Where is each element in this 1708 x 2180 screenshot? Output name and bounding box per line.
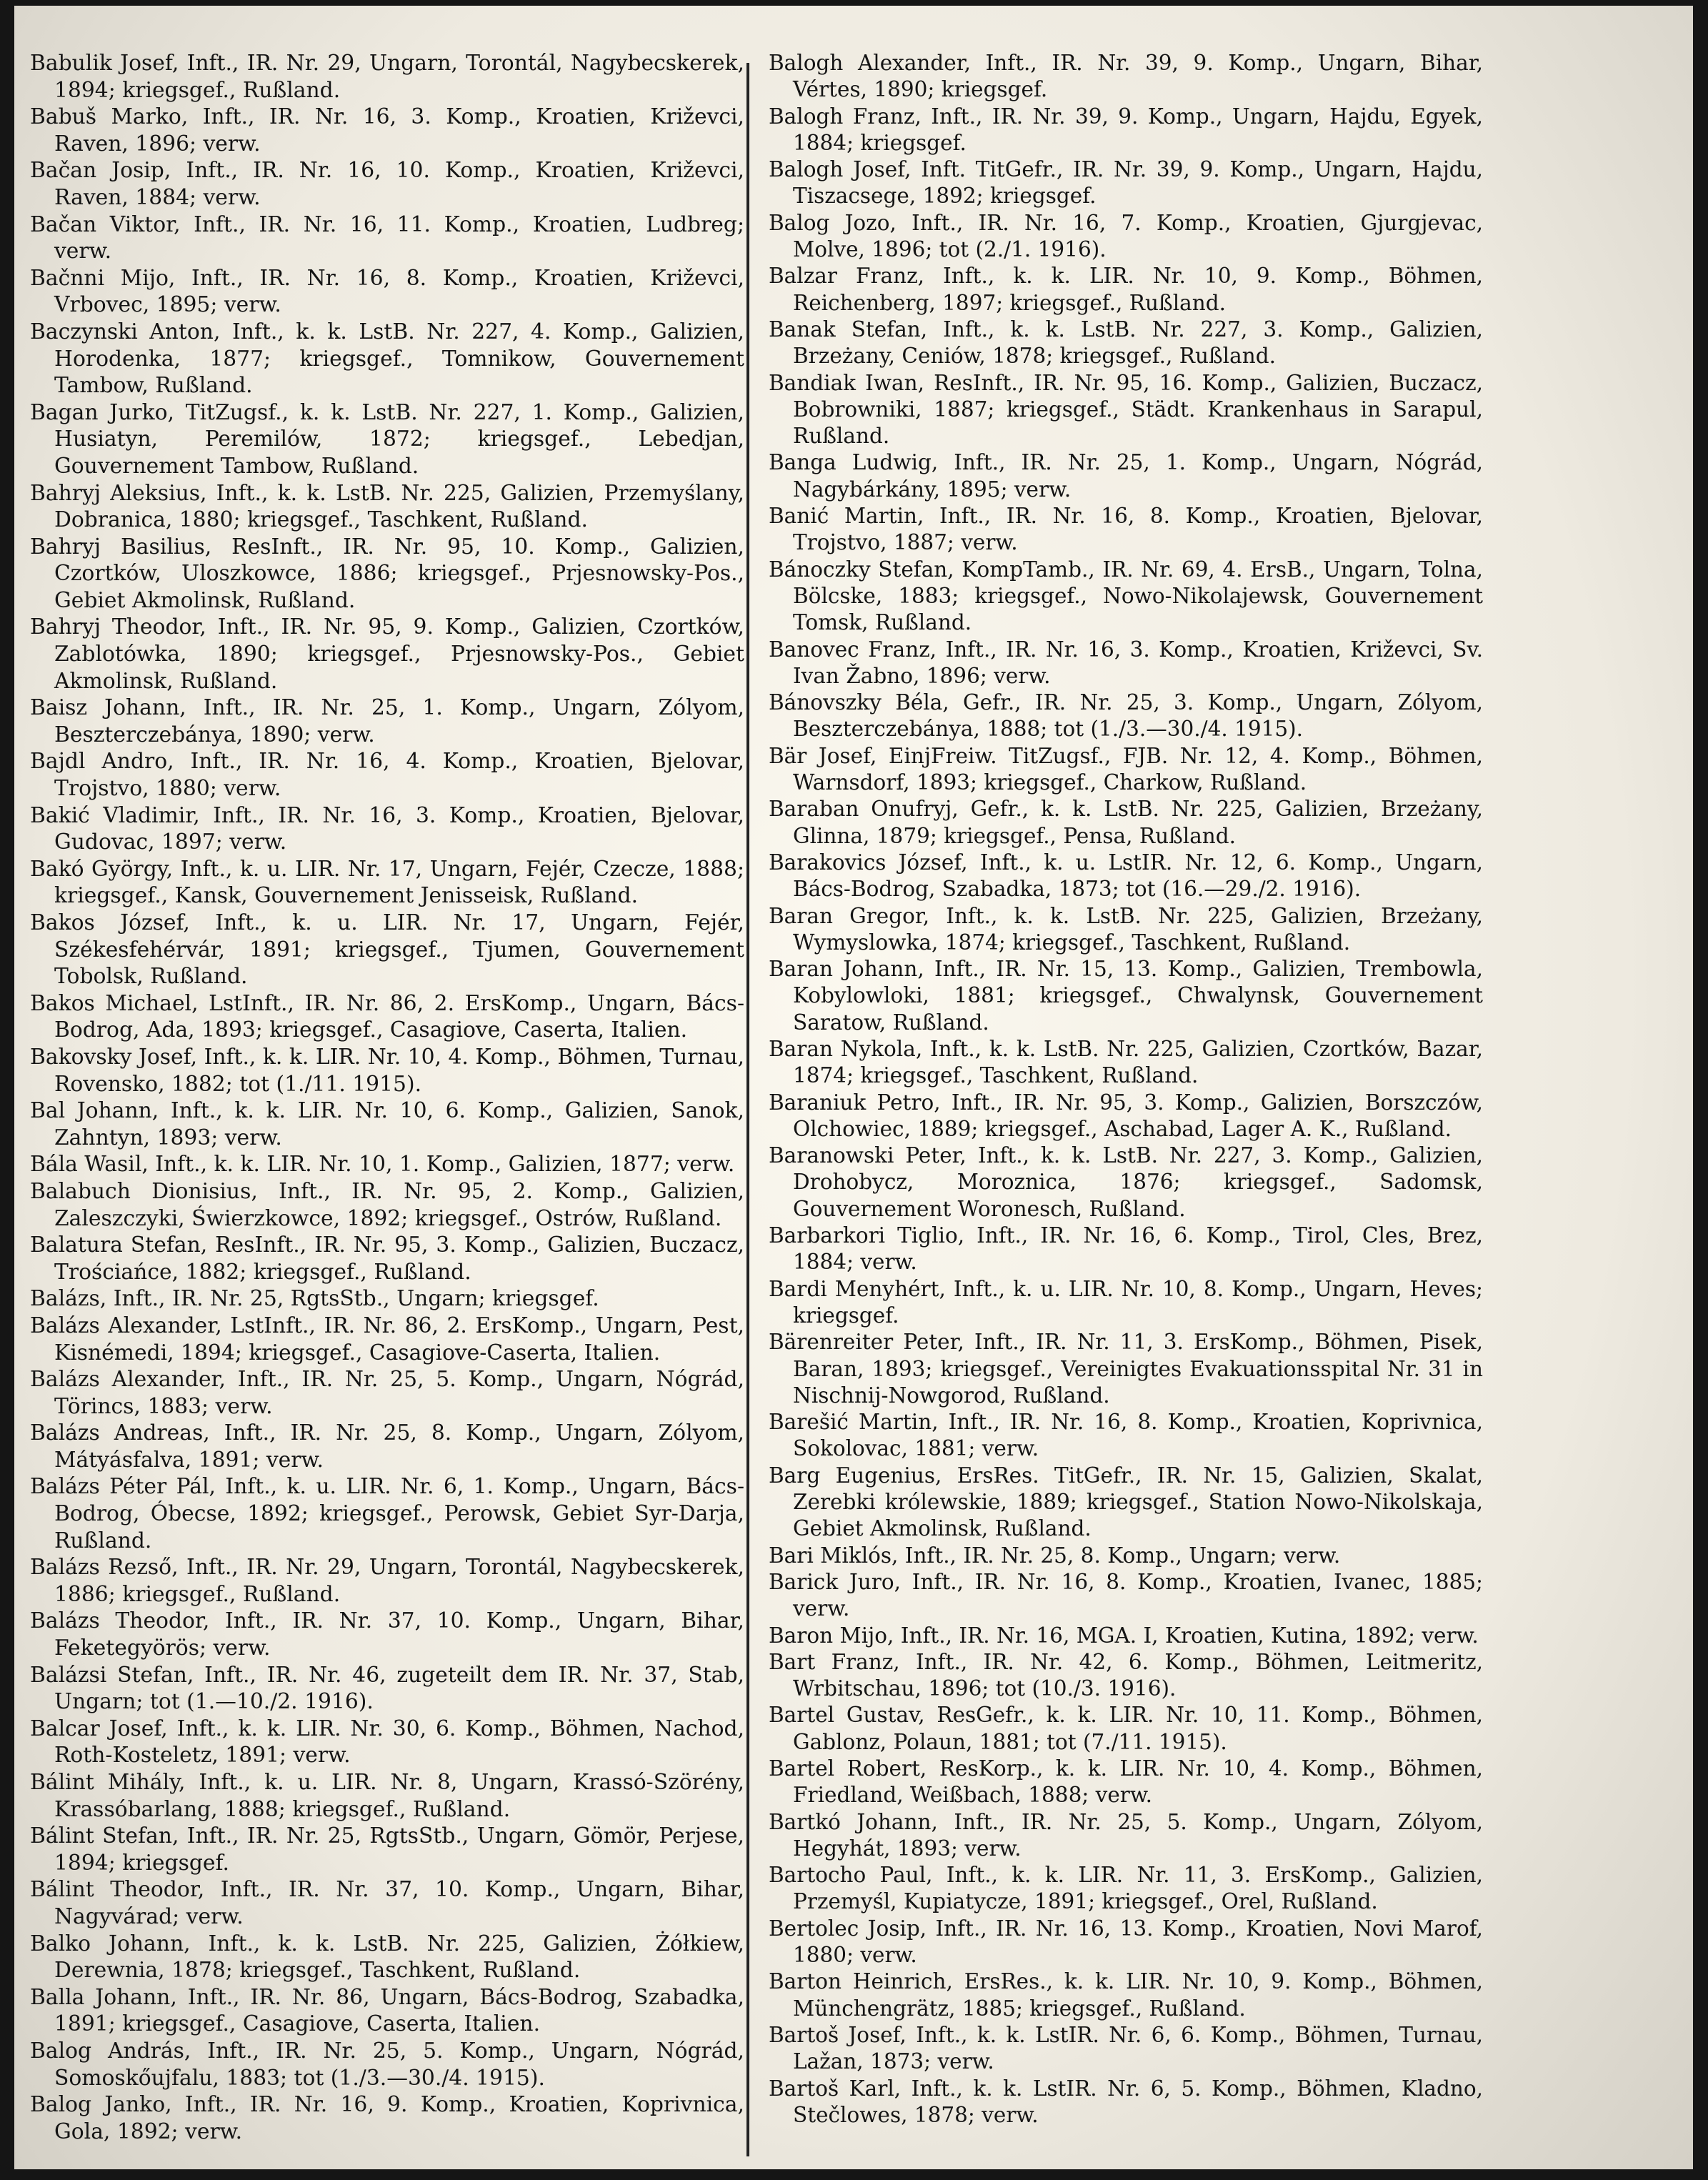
roster-entry: Bartocho Paul, Inft., k. k. LIR. Nr. 11, 3. ErsKomp., Galizien, Przemyśl, Kupiatycze, 1891; kriegsgef., Orel, Rußland. [769,1863,1483,1914]
roster-entry: Bart Franz, Inft., IR. Nr. 42, 6. Komp., Böhmen, Leitmeritz, Wrbitschau, 1896; tot (10./3. 1916). [769,1649,1483,1701]
roster-entry: Bartoš Karl, Inft., k. k. LstIR. Nr. 6, 5. Komp., Böhmen, Kladno, Stečlowes, 1878; verw. [769,2076,1483,2127]
roster-entry: Bari Miklós, Inft., IR. Nr. 25, 8. Komp., Ungarn; verw. [769,1543,1341,1568]
roster-entry: Barton Heinrich, ErsRes., k. k. LIR. Nr. 10, 9. Komp., Böhmen, Münchengrätz, 1885; kriegsgef., Rußland. [769,1969,1483,2021]
roster-entry: Balázs Rezső, Inft., IR. Nr. 29, Ungarn, Torontál, Nagybecskerek, 1886; kriegsgef., Rußland. [30,1555,744,1607]
roster-entry: Balogh Josef, Inft. TitGefr., IR. Nr. 39, 9. Komp., Ungarn, Hajdu, Tiszacsege, 1892; kriegsgef. [769,157,1483,209]
roster-entry: Bakó György, Inft., k. u. LIR. Nr. 17, Ungarn, Fejér, Czecze, 1888; kriegsgef., Kansk, Gouvernement Jenisseisk, Rußland. [30,856,744,909]
roster-entry: Bajdl Andro, Inft., IR. Nr. 16, 4. Komp., Kroatien, Bjelovar, Trojstvo, 1880; verw. [30,749,744,802]
roster-entry: Bála Wasil, Inft., k. k. LIR. Nr. 10, 1. Komp., Galizien, 1877; verw. [30,1152,735,1178]
roster-entry: Balázs Andreas, Inft., IR. Nr. 25, 8. Komp., Ungarn, Zólyom, Mátyásfalva, 1891; verw. [30,1420,744,1473]
roster-entry: Baraniuk Petro, Inft., IR. Nr. 95, 3. Komp., Galizien, Borszczów, Olchowiec, 1889; kriegsgef., Aschabad, Lager A. K., Rußland. [769,1090,1483,1141]
roster-entry: Barakovics József, Inft., k. u. LstIR. Nr. 12, 6. Komp., Ungarn, Bács-Bodrog, Szabadka, 1873; tot (16.—29./2. 1916). [769,850,1483,902]
roster-entry: Balog Jozo, Inft., IR. Nr. 16, 7. Komp., Kroatien, Gjurgjevac, Molve, 1896; tot (2./1. 1916). [769,210,1483,262]
roster-entry: Bálint Theodor, Inft., IR. Nr. 37, 10. Komp., Ungarn, Bihar, Nagyvárad; verw. [30,1877,744,1929]
roster-entry: Balla Johann, Inft., IR. Nr. 86, Ungarn, Bács-Bodrog, Szabadka, 1891; kriegsgef., Casagiove, Caserta, Italien. [30,1984,744,2037]
roster-entry: Bal Johann, Inft., k. k. LIR. Nr. 10, 6. Komp., Galizien, Sanok, Zahntyn, 1893; verw. [30,1098,744,1150]
roster-entry: Bačan Viktor, Inft., IR. Nr. 16, 11. Komp., Kroatien, Ludbreg; verw. [30,211,744,264]
roster-entry: Baranowski Peter, Inft., k. k. LstB. Nr. 227, 3. Komp., Galizien, Drohobycz, Moroznica, 1876; kriegsgef., Sadomsk, Gouvernement Woronesch, Rußland. [769,1143,1483,1221]
roster-entry: Bakovsky Josef, Inft., k. k. LIR. Nr. 10, 4. Komp., Böhmen, Turnau, Rovensko, 1882; tot (1./11. 1915). [30,1044,744,1097]
roster-entry: Baczynski Anton, Inft., k. k. LstB. Nr. 227, 4. Komp., Galizien, Horodenka, 1877; kriegsgef., Tomnikow, Gouvernement Tambow, Rußland. [30,319,744,399]
column-divider [746,63,749,2156]
roster-entry: Bánovszky Béla, Gefr., IR. Nr. 25, 3. Komp., Ungarn, Zólyom, Beszterczebánya, 1888; tot (1./3.—30./4. 1915). [769,690,1483,742]
roster-entry: Balko Johann, Inft., k. k. LstB. Nr. 225, Galizien, Żółkiew, Derewnia, 1878; kriegsgef., Taschkent, Rußland. [30,1931,744,1984]
roster-entry: Balzar Franz, Inft., k. k. LIR. Nr. 10, 9. Komp., Böhmen, Reichenberg, 1897; kriegsgef., Rußland. [769,264,1483,315]
roster-entry: Barg Eugenius, ErsRes. TitGefr., IR. Nr. 15, Galizien, Skalat, Zerebki królewskie, 1889; kriegsgef., Station Nowo-Nikolskaja, Gebiet Akmolinsk, Rußland. [769,1463,1483,1541]
roster-entry: Baran Gregor, Inft., k. k. LstB. Nr. 225, Galizien, Brzeżany, Wymyslowka, 1874; kriegsgef., Taschkent, Rußland. [769,903,1483,955]
roster-entry: Bakos József, Inft., k. u. LIR. Nr. 17, Ungarn, Fejér, Székesfehérvár, 1891; kriegsgef., Tjumen, Gouvernement Tobolsk, Rußland. [30,910,744,990]
roster-entry: Baron Mijo, Inft., IR. Nr. 16, MGA. I, Kroatien, Kutina, 1892; verw. [769,1623,1479,1648]
roster-entry: Bakos Michael, LstInft., IR. Nr. 86, 2. ErsKomp., Ungarn, Bács-Bodrog, Ada, 1893; kriegsgef., Casagiove, Caserta, Italien. [30,990,744,1043]
roster-entry: Balog András, Inft., IR. Nr. 25, 5. Komp., Ungarn, Nógrád, Somoskőujfalu, 1883; tot (1./3.—30./4. 1915). [30,2038,744,2091]
roster-entry: Bahryj Basilius, ResInft., IR. Nr. 95, 10. Komp., Galizien, Czortków, Uloszkowce, 1886; kriegsgef., Prjesnowsky-Pos., Gebiet Akmolinsk, Rußland. [30,534,744,613]
roster-entry: Babuš Marko, Inft., IR. Nr. 16, 3. Komp., Kroatien, Križevci, Raven, 1896; verw. [30,104,744,156]
roster-entry: Balázs Alexander, LstInft., IR. Nr. 86, 2. ErsKomp., Ungarn, Pest, Kisnémedi, 1894; kriegsgef., Casagiove-Caserta, Italien. [30,1313,744,1365]
roster-entry: Bärenreiter Peter, Inft., IR. Nr. 11, 3. ErsKomp., Böhmen, Pisek, Baran, 1893; kriegsgef., Vereinigtes Evakuationsspital Nr. 31 in Nischnij-Nowgorod, Rußland. [769,1330,1483,1408]
roster-entry: Bär Josef, EinjFreiw. TitZugsf., FJB. Nr. 12, 4. Komp., Böhmen, Warnsdorf, 1893; kriegsgef., Charkow, Rußland. [769,743,1483,795]
roster-entry: Bačnni Mijo, Inft., IR. Nr. 16, 8. Komp., Kroatien, Križevci, Vrbovec, 1895; verw. [30,265,744,318]
roster-entry: Babulik Josef, Inft., IR. Nr. 29, Ungarn, Torontál, Nagybecskerek, 1894; kriegsgef., Rußland. [30,51,744,103]
roster-entry: Bálint Mihály, Inft., k. u. LIR. Nr. 8, Ungarn, Krassó-Szörény, Krassóbarlang, 1888; kriegsgef., Rußland. [30,1770,744,1822]
roster-entry: Bahryj Aleksius, Inft., k. k. LstB. Nr. 225, Galizien, Przemyślany, Dobranica, 1880; kriegsgef., Taschkent, Rußland. [30,480,744,533]
roster-entry: Baran Johann, Inft., IR. Nr. 15, 13. Komp., Galizien, Trembowla, Kobylowloki, 1881; kriegsgef., Chwalynsk, Gouvernement Saratow, Rußland. [769,957,1483,1035]
roster-entry: Balogh Franz, Inft., IR. Nr. 39, 9. Komp., Ungarn, Hajdu, Egyek, 1884; kriegsgef. [769,104,1483,155]
roster-entry: Balatura Stefan, ResInft., IR. Nr. 95, 3. Komp., Galizien, Buczacz, Trościańce, 1882; kriegsgef., Rußland. [30,1233,744,1285]
roster-entry: Bandiak Iwan, ResInft., IR. Nr. 95, 16. Komp., Galizien, Buczacz, Bobrowniki, 1887; kriegsgef., Städt. Krankenhaus in Sarapul, Rußland. [769,370,1483,449]
roster-entry: Balázsi Stefan, Inft., IR. Nr. 46, zugeteilt dem IR. Nr. 37, Stab, Ungarn; tot (1.—10./2. 1916). [30,1662,744,1715]
roster-entry: Balázs Alexander, Inft., IR. Nr. 25, 5. Komp., Ungarn, Nógrád, Törincs, 1883; verw. [30,1367,744,1419]
roster-entry: Bagan Jurko, TitZugsf., k. k. LstB. Nr. 227, 1. Komp., Galizien, Husiatyn, Peremilów, 1872; kriegsgef., Lebedjan, Gouvernement Tambow, Rußland. [30,399,744,479]
roster-entry: Bertolec Josip, Inft., IR. Nr. 16, 13. Komp., Kroatien, Novi Marof, 1880; verw. [769,1916,1483,1968]
roster-entry: Banga Ludwig, Inft., IR. Nr. 25, 1. Komp., Ungarn, Nógrád, Nagybárkány, 1895; verw. [769,450,1483,502]
roster-entry: Barbarkori Tiglio, Inft., IR. Nr. 16, 6. Komp., Tirol, Cles, Brez, 1884; verw. [769,1223,1483,1275]
roster-entry: Barešić Martin, Inft., IR. Nr. 16, 8. Komp., Kroatien, Koprivnica, Sokolovac, 1881; verw. [769,1410,1483,1461]
document-page [14,6,1693,2169]
roster-entry: Balcar Josef, Inft., k. k. LIR. Nr. 30, 6. Komp., Böhmen, Nachod, Roth-Kosteletz, 1891; verw. [30,1716,744,1768]
roster-entry: Barick Juro, Inft., IR. Nr. 16, 8. Komp., Kroatien, Ivanec, 1885; verw. [769,1569,1483,1621]
left-column [30,50,744,2145]
roster-entry: Baisz Johann, Inft., IR. Nr. 25, 1. Komp., Ungarn, Zólyom, Beszterczebánya, 1890; verw. [30,695,744,747]
roster-entry: Bartel Gustav, ResGefr., k. k. LIR. Nr. 10, 11. Komp., Böhmen, Gablonz, Polaun, 1881; tot (7./11. 1915). [769,1703,1483,1754]
roster-entry: Bálint Stefan, Inft., IR. Nr. 25, RgtsStb., Ungarn, Gömör, Perjese, 1894; kriegsgef. [30,1823,744,1876]
roster-entry: Bardi Menyhért, Inft., k. u. LIR. Nr. 10, 8. Komp., Ungarn, Heves; kriegsgef. [769,1276,1483,1328]
right-column [769,50,1483,2129]
roster-entry: Bartoš Josef, Inft., k. k. LstIR. Nr. 6, 6. Komp., Böhmen, Turnau, Lažan, 1873; verw. [769,2022,1483,2074]
roster-entry: Bartel Robert, ResKorp., k. k. LIR. Nr. 10, 4. Komp., Böhmen, Friedland, Weißbach, 1888; verw. [769,1756,1483,1808]
roster-entry: Baran Nykola, Inft., k. k. LstB. Nr. 225, Galizien, Czortków, Bazar, 1874; kriegsgef., Taschkent, Rußland. [769,1036,1483,1088]
roster-entry: Bačan Josip, Inft., IR. Nr. 16, 10. Komp., Kroatien, Križevci, Raven, 1884; verw. [30,158,744,210]
roster-entry: Bánoczky Stefan, KompTamb., IR. Nr. 69, 4. ErsB., Ungarn, Tolna, Bölcske, 1883; kriegsgef., Nowo-Nikolajewsk, Gouvernement Tomsk, Rußland. [769,557,1483,635]
roster-entry: Bahryj Theodor, Inft., IR. Nr. 95, 9. Komp., Galizien, Czortków, Zablotówka, 1890; kriegsgef., Prjesnowsky-Pos., Gebiet Akmolinsk, Rußland. [30,614,744,694]
roster-entry: Balázs Theodor, Inft., IR. Nr. 37, 10. Komp., Ungarn, Bihar, Feketegyörös; verw. [30,1608,744,1661]
roster-entry: Bartkó Johann, Inft., IR. Nr. 25, 5. Komp., Ungarn, Zólyom, Hegyhát, 1893; verw. [769,1809,1483,1861]
roster-entry: Bakić Vladimir, Inft., IR. Nr. 16, 3. Komp., Kroatien, Bjelovar, Gudovac, 1897; verw. [30,802,744,855]
roster-entry: Balabuch Dionisius, Inft., IR. Nr. 95, 2. Komp., Galizien, Zaleszczyki, Świerzkowce, 1892; kriegsgef., Ostrów, Rußland. [30,1178,744,1231]
roster-entry: Banovec Franz, Inft., IR. Nr. 16, 3. Komp., Kroatien, Križevci, Sv. Ivan Žabno, 1896; verw. [769,637,1483,688]
roster-entry: Banak Stefan, Inft., k. k. LstB. Nr. 227, 3. Komp., Galizien, Brzeżany, Ceniów, 1878; kriegsgef., Rußland. [769,317,1483,369]
roster-entry: Balogh Alexander, Inft., IR. Nr. 39, 9. Komp., Ungarn, Bihar, Vértes, 1890; kriegsgef. [769,51,1483,102]
roster-entry: Balog Janko, Inft., IR. Nr. 16, 9. Komp., Kroatien, Koprivnica, Gola, 1892; verw. [30,2092,744,2144]
roster-entry: Baraban Onufryj, Gefr., k. k. LstB. Nr. 225, Galizien, Brzeżany, Glinna, 1879; kriegsgef., Pensa, Rußland. [769,797,1483,848]
roster-entry: Balázs, Inft., IR. Nr. 25, RgtsStb., Ungarn; kriegsgef. [30,1286,599,1312]
roster-entry: Balázs Péter Pál, Inft., k. u. LIR. Nr. 6, 1. Komp., Ungarn, Bács-Bodrog, Óbecse, 1892; kriegsgef., Perowsk, Gebiet Syr-Darja, Rußland. [30,1474,744,1553]
roster-entry: Banić Martin, Inft., IR. Nr. 16, 8. Komp., Kroatien, Bjelovar, Trojstvo, 1887; verw. [769,504,1483,555]
